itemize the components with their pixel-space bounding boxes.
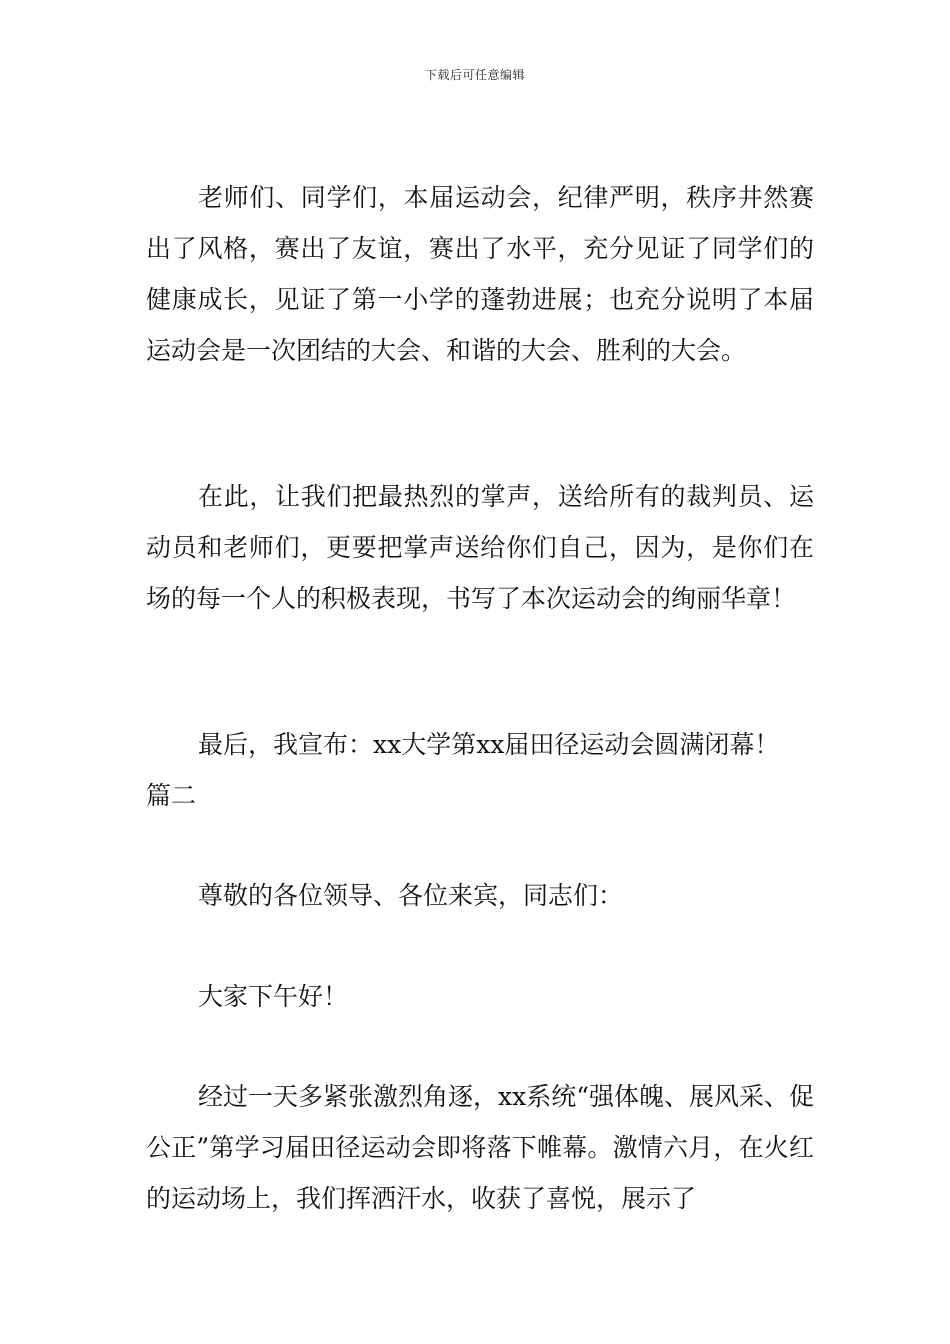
paragraph-applause: 在此，让我们把最热烈的掌声，送给所有的裁判员、运动员和老师们，更要把掌声送给你们自己，因为，是你们在场的每一个人的积极表现，书写了本次运动会的绚丽华章！ [146, 482, 814, 613]
paragraph-announcement: 最后，我宣布：xx大学第xx届田径运动会圆满闭幕！ [198, 730, 780, 759]
paragraph-salutation: 尊敬的各位领导、各位来宾，同志们： [198, 881, 624, 910]
paragraph-closing-summary: 老师们、同学们，本届运动会，纪律严明，秩序井然赛出了风格，赛出了友谊，赛出了水平，充分见证了同学们的健康成长，见证了第一小学的蓬勃进展；也充分说明了本届运动会是一次团结的大会、和谐的大会、胜利的大会。 [146, 183, 814, 365]
section-title: 篇二 [146, 781, 197, 810]
page-header: 下载后可任意编辑 [424, 68, 525, 82]
paragraph-greeting: 大家下午好！ [198, 982, 349, 1011]
paragraph-opening: 经过一天多紧张激烈角逐，xx系统“强体魄、展风采、促公正”第学习届田径运动会即将落下帷幕。激情六月，在火红的运动场上，我们挥洒汗水，收获了喜悦，展示了 [146, 1082, 814, 1213]
